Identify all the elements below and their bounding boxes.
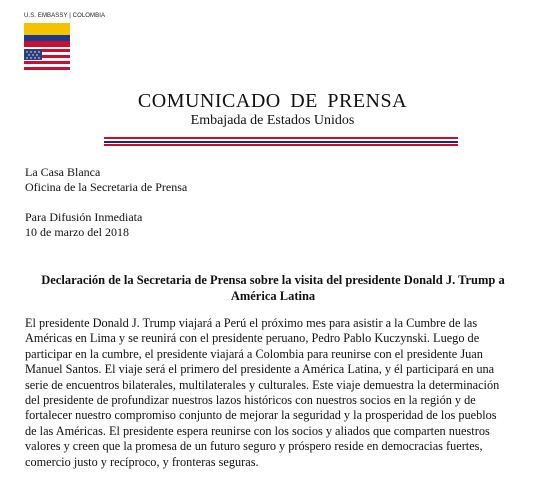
divider-blue: [104, 141, 458, 143]
us-colombia-flag-icon: [24, 23, 70, 71]
page-title: COMUNICADO DE PRENSA: [137, 90, 408, 112]
issuer-office: Oficina de la Secretaria de Prensa: [25, 180, 188, 194]
body-line: de las Américas. El presidente espera reunirse con los socios y aliados que comparten nuestros: [25, 423, 490, 438]
divider-red-top: [104, 137, 458, 139]
body-line: fortalecer nuestro compromiso conjunto de mejorar la seguridad y la prosperidad de los pueblos: [25, 408, 497, 423]
statement-body: [25, 316, 527, 470]
release-type: Para Difusión Inmediata: [25, 210, 143, 224]
body-line: del presidente de profundizar nuestros lazos históricos con nuestros socios en la región y de: [25, 393, 476, 408]
statement-headline: [28, 272, 518, 304]
body-line: El presidente Donald J. Trump viajará a Perú el próximo mes para asistir a la Cumbre de las: [25, 316, 478, 330]
body-line: Américas en Lima y se reunirá con el presidente peruano, Pedro Pablo Kuczynski. Luego de: [25, 331, 480, 346]
body-line: Manuel Santos. El viaje será el primero del presidente a América Latina, y él participará en una: [25, 362, 495, 377]
headline-line: Declaración de la Secretaria de Prensa sobre la visita del presidente Donald J. Trump a: [41, 273, 505, 287]
release-block: [25, 210, 142, 240]
body-line: valores y creen que la promesa de un futuro seguro y próspero reside en democracias fuertes,: [25, 439, 483, 454]
embassy-logo: [24, 12, 106, 78]
body-line: participar en la cumbre, el presidente viajará a Colombia para reunirse con el presidente Juan: [25, 346, 483, 361]
headline-line: América Latina: [230, 289, 316, 303]
divider-red-bottom: [104, 144, 458, 146]
release-date: 10 de marzo del 2018: [25, 225, 129, 239]
issuer-block: [25, 165, 187, 195]
logo-text: U.S. EMBASSY | COLOMBIA: [24, 13, 106, 19]
body-line: serie de encuentros bilaterales, multilaterales y culturales. Este viaje demuestra la determinación: [25, 377, 500, 392]
issuer-name: La Casa Blanca: [25, 165, 101, 179]
page-subtitle: Embajada de Estados Unidos: [190, 113, 355, 128]
body-line: comercio justo y recíproco, y fronteras seguras.: [25, 454, 259, 469]
